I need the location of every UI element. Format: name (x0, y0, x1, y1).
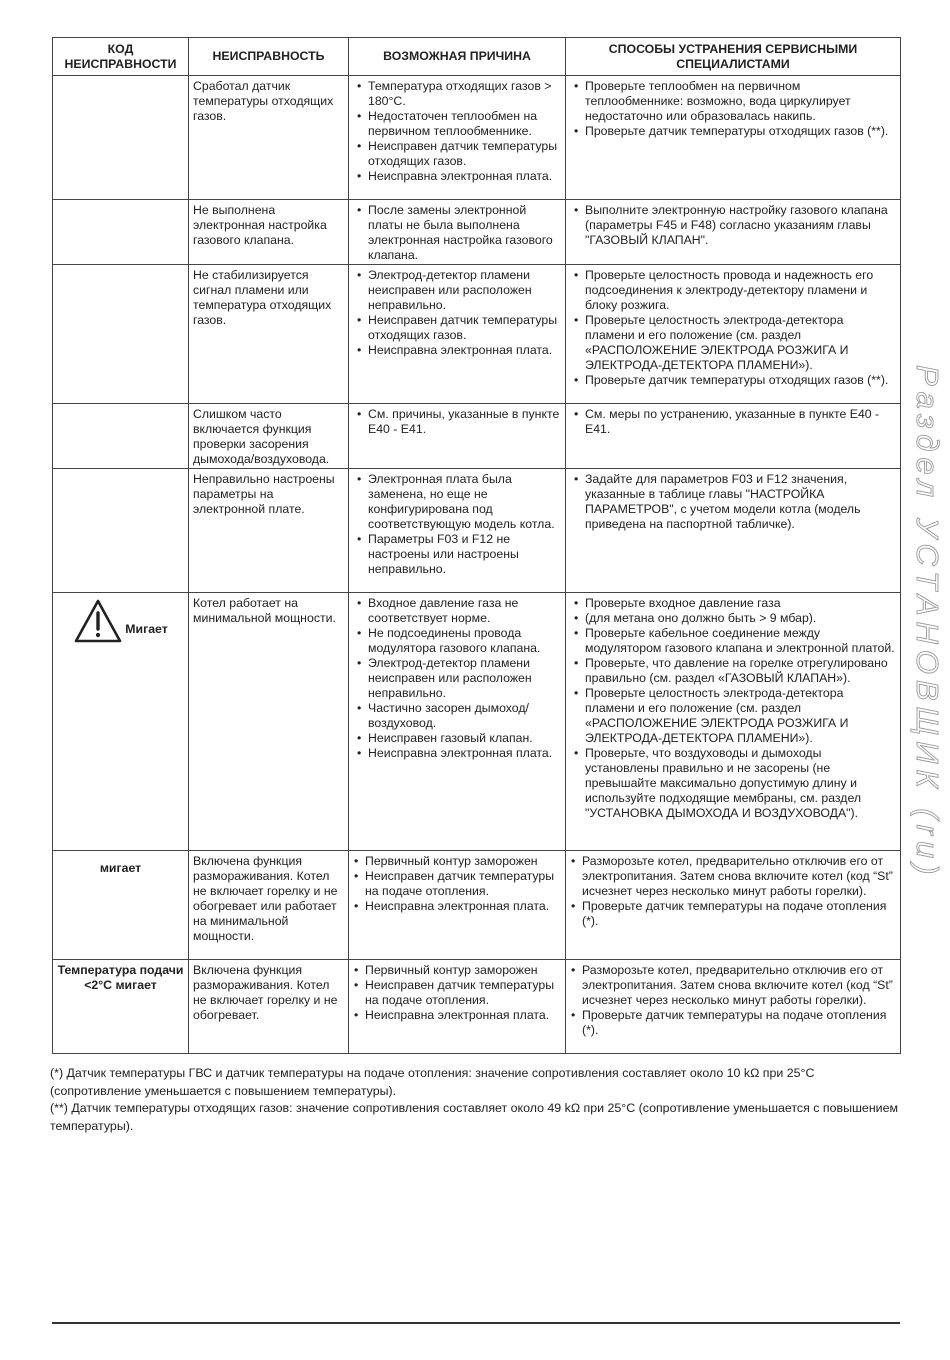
fault-code-cell (53, 469, 189, 593)
cause-item: • Неисправна электронная плата. (353, 343, 561, 358)
cause-item: • Неисправна электронная плата. (353, 1008, 561, 1023)
remedy-item: • Проверьте, что воздуховоды и дымоходы установлены правильно и не засорены (не превышайте максимально допустимую длину и используйте подходящие мембраны, см. раздел "УСТАНОВКА ДЫМОХОДА И ВОЗДУХОВОДА"). (570, 746, 896, 821)
fault-cell: Неправильно настроены параметры на электронной плате. (189, 469, 349, 593)
warning-code (57, 598, 184, 644)
fault-code-cell (53, 76, 189, 200)
cause-item: • Параметры F03 и F12 не настроены или настроены неправильно. (353, 532, 561, 577)
remedy-item: • Проверьте теплообмен на первичном теплообменнике: возможно, вода циркулирует недостаточно или образовалась накипь. (570, 79, 896, 124)
remedy-item: • Проверьте входное давление газа (570, 596, 896, 611)
fault-code-cell (53, 265, 189, 404)
footer-rule (52, 1322, 900, 1324)
remedy-cell (566, 200, 901, 265)
remedy-cell (566, 469, 901, 593)
fault-code-cell (53, 593, 189, 851)
cause-item: • Входное давление газа не соответствует норме. (353, 596, 561, 626)
fault-cell: Включена функция размораживания. Котел не включает горелку и не обогревает. (189, 960, 349, 1054)
footnote: (*) Датчик температуры ГВС и датчик температуры на подаче отопления: значение сопротивления составляет около 10 kΩ при 25°C (сопротивление уменьшается с повышением температуры). (50, 1066, 815, 1098)
footnotes (50, 1065, 902, 1135)
cause-cell (349, 265, 566, 404)
remedy-item: • Проверьте датчик температуры отходящих газов (**). (570, 373, 896, 388)
remedy-item: • Проверьте кабельное соединение между модулятором газового клапана и электронной платой. (570, 626, 896, 656)
table-row (53, 76, 901, 200)
cause-item: • Неисправна электронная плата. (353, 899, 561, 914)
cause-cell (349, 76, 566, 200)
cause-item: • Температура отходящих газов > 180°C. (353, 79, 561, 109)
table-header-row (53, 38, 901, 76)
fault-cell: Не стабилизируется сигнал пламени или температура отходящих газов. (189, 265, 349, 404)
remedy-item: • Проверьте целостность провода и надежность его подсоединения к электроду-детектору пламени и блоку розжига. (570, 268, 896, 313)
fault-table (52, 37, 901, 1054)
fault-cell: Включена функция размораживания. Котел не включает горелку и не обогревает или работает на минимальной мощности. (189, 851, 349, 960)
cause-item: • Электрод-детектор пламени неисправен или расположен неправильно. (353, 656, 561, 701)
cause-item: • Неисправен датчик температуры на подаче отопления. (353, 978, 561, 1008)
table-row (53, 265, 901, 404)
header-cause: ВОЗМОЖНАЯ ПРИЧИНА (349, 38, 566, 76)
remedy-cell (566, 960, 901, 1054)
cause-cell (349, 851, 566, 960)
remedy-item: • См. меры по устранению, указанные в пункте E40 - E41. (570, 407, 896, 437)
remedy-item: • Проверьте целостность электрода-детектора пламени и его положение (см. раздел «РАСПОЛОЖЕНИЕ ЭЛЕКТРОДА РОЗЖИГА И ЭЛЕКТРОДА-ДЕТЕКТОРА ПЛАМЕНИ»). (570, 686, 896, 746)
cause-cell (349, 960, 566, 1054)
cause-item: • Неисправен датчик температуры отходящих газов. (353, 313, 561, 343)
cause-cell (349, 200, 566, 265)
cause-item: • Неисправен датчик температуры отходящих газов. (353, 139, 561, 169)
cause-item: • Электронная плата была заменена, но еще не конфигурирована под соответствующую модель котла. (353, 472, 561, 532)
remedy-item: • Проверьте датчик температуры отходящих газов (**). (570, 124, 896, 139)
remedy-item: • Проверьте датчик температуры на подаче отопления (*). (570, 899, 896, 929)
fault-code-cell (53, 200, 189, 265)
header-remedy: СПОСОБЫ УСТРАНЕНИЯ СЕРВИСНЫМИ СПЕЦИАЛИСТАМИ (566, 38, 901, 76)
remedy-cell (566, 404, 901, 469)
table-row (53, 851, 901, 960)
table-row (53, 960, 901, 1054)
section-side-label (905, 365, 945, 975)
header-code: КОД НЕИСПРАВНОСТИ (53, 38, 189, 76)
fault-code-cell: Температура подачи <2°C мигает (53, 960, 189, 1054)
fault-cell: Котел работает на минимальной мощности. (189, 593, 349, 851)
fault-cell: Не выполнена электронная настройка газового клапана. (189, 200, 349, 265)
cause-item: • Неисправна электронная плата. (353, 746, 561, 761)
cause-item: • Не подсоединены провода модулятора газового клапана. (353, 626, 561, 656)
remedy-cell (566, 265, 901, 404)
footnote: (**) Датчик температуры отходящих газов: значение сопротивления составляет около 49 kΩ при 25°C (сопротивление уменьшается с повышением температуры). (50, 1101, 898, 1133)
cause-cell (349, 593, 566, 851)
warning-triangle-icon (73, 598, 123, 644)
side-label-text: Раздел УСТАНОВЩИК (ru) (910, 365, 945, 881)
cause-cell (349, 469, 566, 593)
cause-item: • Частично засорен дымоход/ воздуховод. (353, 701, 561, 731)
remedy-item: • Разморозьте котел, предварительно отключив его от электропитания. Затем снова включите котел (код “St” исчезнет через несколько минут работы горелки). (570, 963, 896, 1008)
cause-item: • Первичный контур заморожен (353, 854, 561, 869)
cause-item: • Электрод-детектор пламени неисправен или расположен неправильно. (353, 268, 561, 313)
remedy-cell (566, 593, 901, 851)
cause-cell (349, 404, 566, 469)
remedy-cell (566, 76, 901, 200)
cause-item: • Неисправен газовый клапан. (353, 731, 561, 746)
remedy-item: • Проверьте датчик температуры на подаче отопления (*). (570, 1008, 896, 1038)
table-row (53, 404, 901, 469)
header-fault: НЕИСПРАВНОСТЬ (189, 38, 349, 76)
fault-cell: Слишком часто включается функция проверки засорения дымохода/воздуховода. (189, 404, 349, 469)
cause-item: • См. причины, указанные в пункте E40 - E41. (353, 407, 561, 437)
cause-item: • Недостаточен теплообмен на первичном теплообменнике. (353, 109, 561, 139)
table-row (53, 469, 901, 593)
cause-item: • После замены электронной платы не была выполнена электронная настройка газового клапана. (353, 203, 561, 263)
cause-item: • Неисправен датчик температуры на подаче отопления. (353, 869, 561, 899)
fault-cell: Сработал датчик температуры отходящих газов. (189, 76, 349, 200)
remedy-item: • Задайте для параметров F03 и F12 значения, указанные в таблице главы "НАСТРОЙКА ПАРАМЕТРОВ", с учетом модели котла (модель приведена на паспортной табличке). (570, 472, 896, 532)
remedy-item: • Проверьте целостность электрода-детектора пламени и его положение (см. раздел «РАСПОЛОЖЕНИЕ ЭЛЕКТРОДА РОЗЖИГА И ЭЛЕКТРОДА-ДЕТЕКТОРА ПЛАМЕНИ»). (570, 313, 896, 373)
table-row (53, 593, 901, 851)
remedy-item: • (для метана оно должно быть > 9 мбар). (570, 611, 896, 626)
blink-label: Мигает (125, 621, 168, 636)
cause-item: • Первичный контур заморожен (353, 963, 561, 978)
remedy-item: • Выполните электронную настройку газового клапана (параметры F45 и F48) согласно указаниям главы "ГАЗОВЫЙ КЛАПАН". (570, 203, 896, 248)
remedy-item: • Разморозьте котел, предварительно отключив его от электропитания. Затем снова включите котел (код “St” исчезнет через несколько минут работы горелки). (570, 854, 896, 899)
cause-item: • Неисправна электронная плата. (353, 169, 561, 184)
fault-code-cell: мигает (53, 851, 189, 960)
remedy-cell (566, 851, 901, 960)
fault-code-cell (53, 404, 189, 469)
remedy-item: • Проверьте, что давление на горелке отрегулировано правильно (см. раздел «ГАЗОВЫЙ КЛАПАН»). (570, 656, 896, 686)
table-row (53, 200, 901, 265)
